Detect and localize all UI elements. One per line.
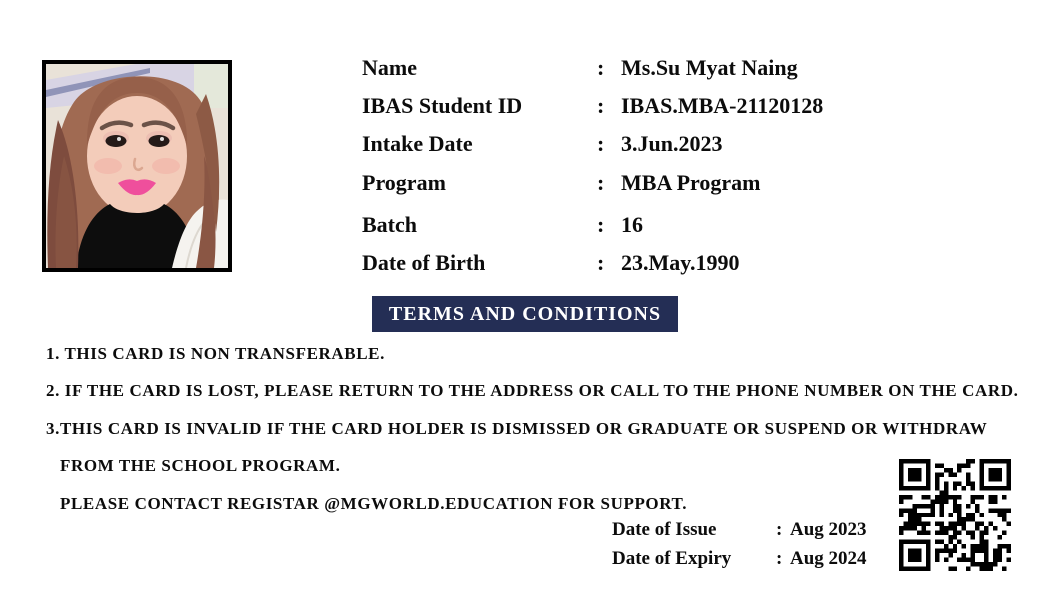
- field-row-date-of-birth: [362, 250, 740, 276]
- validity-block: [612, 519, 867, 577]
- date-of-issue-row: [612, 519, 867, 548]
- field-colon: :: [597, 55, 605, 80]
- field-row-name: [362, 55, 798, 81]
- field-row-intake-date: [362, 131, 722, 157]
- validity-label: Date of Expiry: [612, 548, 732, 569]
- terms-title: TERMS AND CONDITIONS: [388, 302, 662, 325]
- field-colon: :: [597, 170, 605, 195]
- validity-colon: :: [776, 519, 783, 540]
- field-colon: :: [597, 93, 605, 118]
- validity-value: Aug 2024: [790, 548, 867, 569]
- field-row-program: [362, 170, 761, 196]
- field-value: 3.Jun.2023: [621, 131, 723, 156]
- qr-code: [899, 459, 1011, 571]
- terms-line-1: 1. THIS CARD IS NON TRANSFERABLE.: [46, 344, 385, 363]
- field-label: Program: [362, 170, 446, 195]
- validity-label: Date of Issue: [612, 519, 717, 540]
- field-label: Name: [362, 55, 417, 80]
- field-colon: :: [597, 131, 605, 156]
- field-colon: :: [597, 212, 605, 237]
- date-of-expiry-row: [612, 548, 867, 577]
- field-value: 23.May.1990: [621, 250, 740, 275]
- field-value: 16: [621, 212, 643, 237]
- field-row-student-id: [362, 93, 823, 119]
- terms-support-note: PLEASE CONTACT REGISTAR @MGWORLD.EDUCATION FOR SUPPORT.: [60, 494, 688, 513]
- terms-banner: [372, 296, 678, 332]
- field-label: IBAS Student ID: [362, 93, 523, 118]
- student-portrait-illustration: [46, 64, 228, 268]
- terms-line-3: 3.THIS CARD IS INVALID IF THE CARD HOLDER IS DISMISSED OR GRADUATE OR SUSPEND OR WITHDRAW: [46, 419, 988, 438]
- field-label: Date of Birth: [362, 250, 486, 275]
- field-colon: :: [597, 250, 605, 275]
- validity-value: Aug 2023: [790, 519, 867, 540]
- field-value: Ms.Su Myat Naing: [621, 55, 798, 80]
- terms-line-2: 2. IF THE CARD IS LOST, PLEASE RETURN TO THE ADDRESS OR CALL TO THE PHONE NUMBER ON THE CARD.: [46, 381, 1019, 400]
- field-value: MBA Program: [621, 170, 761, 195]
- field-label: Batch: [362, 212, 417, 237]
- validity-colon: :: [776, 548, 783, 569]
- terms-line-3-continued: FROM THE SCHOOL PROGRAM.: [60, 456, 341, 475]
- field-label: Intake Date: [362, 131, 473, 156]
- student-photo: [42, 60, 232, 272]
- field-row-batch: [362, 212, 643, 238]
- field-value: IBAS.MBA-21120128: [621, 93, 824, 118]
